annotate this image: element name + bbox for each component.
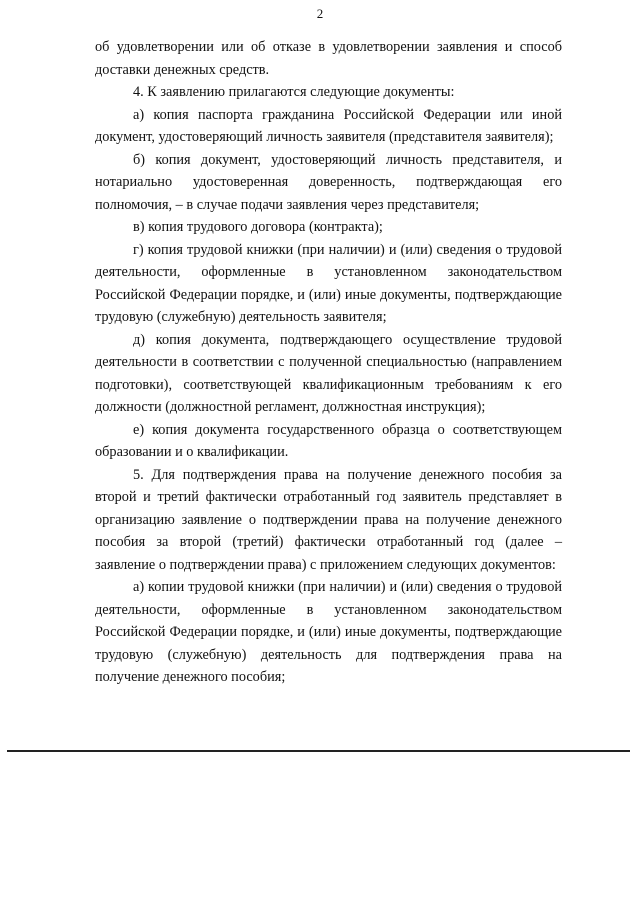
paragraph-item-4d: д) копия документа, подтверждающего осуществление трудовой деятельности в соответствии с полученной специальностью (направлением подготовки), соответствующей квалификационным требованиям к его должности (должностной регламент, должностная инструкция); — [95, 331, 562, 415]
page-bottom-rule — [7, 750, 630, 752]
paragraph-item-4: 4. К заявлению прилагаются следующие документы: — [133, 84, 455, 100]
paragraph-item-4b: б) копия документ, удостоверяющий личность представителя, и нотариально удостоверенная доверенность, подтверждающая его полномочия, – в случае подачи заявления через представителя; — [95, 151, 562, 213]
document-body — [95, 36, 562, 689]
paragraph-item-4v: в) копия трудового договора (контракта); — [133, 219, 383, 235]
paragraph-continuation: об удовлетворении или об отказе в удовлетворении заявления и способ доставки денежных средств. — [95, 39, 562, 78]
page-number: 2 — [316, 6, 324, 21]
paragraph-item-4e: е) копия документа государственного образца о соответствующем образовании и о квалификации. — [95, 421, 562, 460]
paragraph-item-4a: а) копия паспорта гражданина Российской Федерации или иной документ, удостоверяющий личность заявителя (представителя заявителя); — [95, 106, 562, 145]
paragraph-item-4g: г) копия трудовой книжки (при наличии) и (или) сведения о трудовой деятельности, оформленные в установленном законодательством Российской Федерации порядке, и (или) иные документы, подтверждающие трудовую (служебную) деятельность заявителя; — [95, 241, 562, 325]
paragraph-item-5: 5. Для подтверждения права на получение денежного пособия за второй и третий фактически отработанный год заявитель представляет в организацию заявление о подтверждении права на получение денежного пособия за второй (третий) фактически отработанный год (далее – заявление о подтверждении права) с приложением следующих документов: — [95, 466, 562, 573]
paragraph-item-5a: а) копии трудовой книжки (при наличии) и (или) сведения о трудовой деятельности, оформленные в установленном законодательством Российской Федерации порядке, и (или) иные документы, подтверждающие трудовую (служебную) деятельность для подтверждения права на получение денежного пособия; — [95, 579, 562, 685]
